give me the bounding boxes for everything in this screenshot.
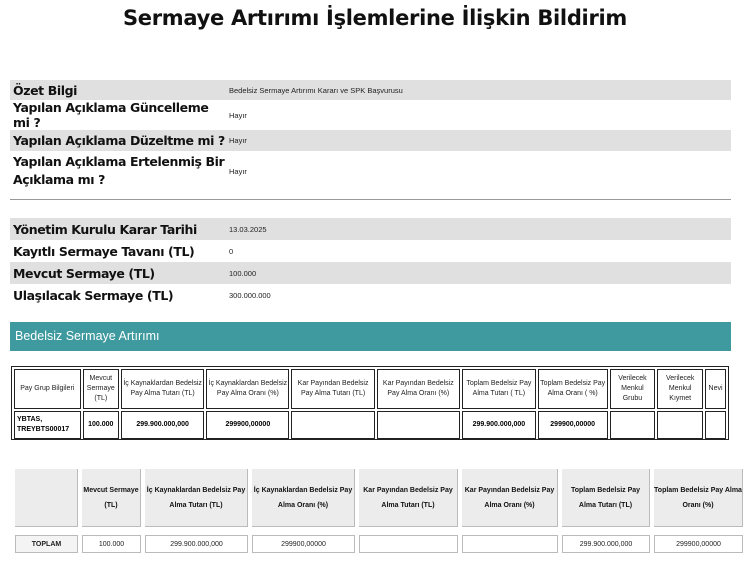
column-header: Toplam Bedelsiz Pay Alma Tutarı ( TL) [462,369,536,409]
capital-info-table [10,218,731,306]
info-value: 100.000 [227,262,731,284]
table-cell [462,535,558,553]
table-cell: 299900,00000 [538,411,608,439]
info-value: Hayır [227,130,731,151]
general-info-table [10,80,731,191]
info-value: Bedelsiz Sermaye Artırımı Kararı ve SPK Başvurusu [227,80,731,100]
table-cell: 100.000 [83,411,119,439]
column-header: Verilecek Menkul Grubu [610,369,656,409]
summary-header-row [15,469,743,527]
table-cell: 299900,00000 [206,411,289,439]
column-header [15,469,78,527]
table-cell [359,535,458,553]
info-row [10,151,731,191]
column-header: İç Kaynaklardan Bedelsiz Pay Alma Tutarı (TL) [121,369,204,409]
info-label: Mevcut Sermaye (TL) [10,262,227,284]
info-row [10,262,731,284]
info-row [10,284,731,306]
summary-table [11,469,747,553]
detail-table [11,366,729,440]
info-row [10,240,731,262]
info-value: 13.03.2025 [227,218,731,240]
total-label: TOPLAM [15,535,78,553]
table-cell: YBTAS, TREYBTS00017 [14,411,81,439]
info-row [10,100,731,130]
column-header: Toplam Bedelsiz Pay Alma Tutarı (TL) [562,469,650,527]
table-row [15,535,743,553]
table-cell [291,411,374,439]
info-value: Hayır [229,110,247,120]
section-divider [10,199,731,200]
column-header: İç Kaynaklardan Bedelsiz Pay Alma Tutarı (TL) [145,469,248,527]
table-cell [377,411,460,439]
table-row [14,411,726,439]
table-cell: 299.900.000,000 [145,535,248,553]
column-header: Mevcut Sermaye (TL) [83,369,119,409]
table-cell: 299.900.000,000 [562,535,650,553]
info-value: Hayır [229,166,247,176]
table-cell: 100.000 [82,535,141,553]
column-header: Pay Grup Bilgileri [14,369,81,409]
column-header: Kar Payından Bedelsiz Pay Alma Tutarı (TL) [291,369,374,409]
info-value: 300.000.000 [229,290,271,300]
table-cell [610,411,656,439]
info-label: Yapılan Açıklama Güncelleme mi ? [13,100,209,130]
info-label: Kayıtlı Sermaye Tavanı (TL) [13,243,195,259]
info-label: Yönetim Kurulu Karar Tarihi [10,218,227,240]
info-row [10,218,731,240]
column-header: Nevi [705,369,726,409]
column-header: Toplam Bedelsiz Pay Alma Oranı (%) [654,469,743,527]
table-cell [705,411,726,439]
table-cell: 299.900.000,000 [462,411,536,439]
page-title: Sermaye Artırımı İşlemlerine İlişkin Bildirim [122,6,627,30]
section-header: Bedelsiz Sermaye Artırımı [10,322,731,351]
info-row [10,130,731,151]
column-header: Toplam Bedelsiz Pay Alma Oranı ( %) [538,369,608,409]
info-value: 0 [229,246,234,256]
column-header: Verilecek Menkul Kıymet [657,369,703,409]
table-cell [657,411,703,439]
table-cell: 299.900.000,000 [121,411,204,439]
table-cell: 299900,00000 [654,535,743,553]
info-label: Yapılan Açıklama Ertelenmiş Bir Açıklama mı ? [13,154,225,187]
column-header: Kar Payından Bedelsiz Pay Alma Tutarı (TL) [359,469,458,527]
info-label: Özet Bilgi [10,80,227,100]
column-header: Kar Payından Bedelsiz Pay Alma Oranı (%) [462,469,558,527]
column-header: Kar Payından Bedelsiz Pay Alma Oranı (%) [377,369,460,409]
info-label: Ulaşılacak Sermaye (TL) [13,287,174,303]
column-header: İç Kaynaklardan Bedelsiz Pay Alma Oranı (%) [252,469,355,527]
column-header: İç Kaynaklardan Bedelsiz Pay Alma Oranı (%) [206,369,289,409]
info-row [10,80,731,100]
info-label: Yapılan Açıklama Düzeltme mi ? [10,130,227,151]
detail-header-row [14,369,726,409]
table-cell: 299900,00000 [252,535,355,553]
column-header: Mevcut Sermaye (TL) [82,469,141,527]
